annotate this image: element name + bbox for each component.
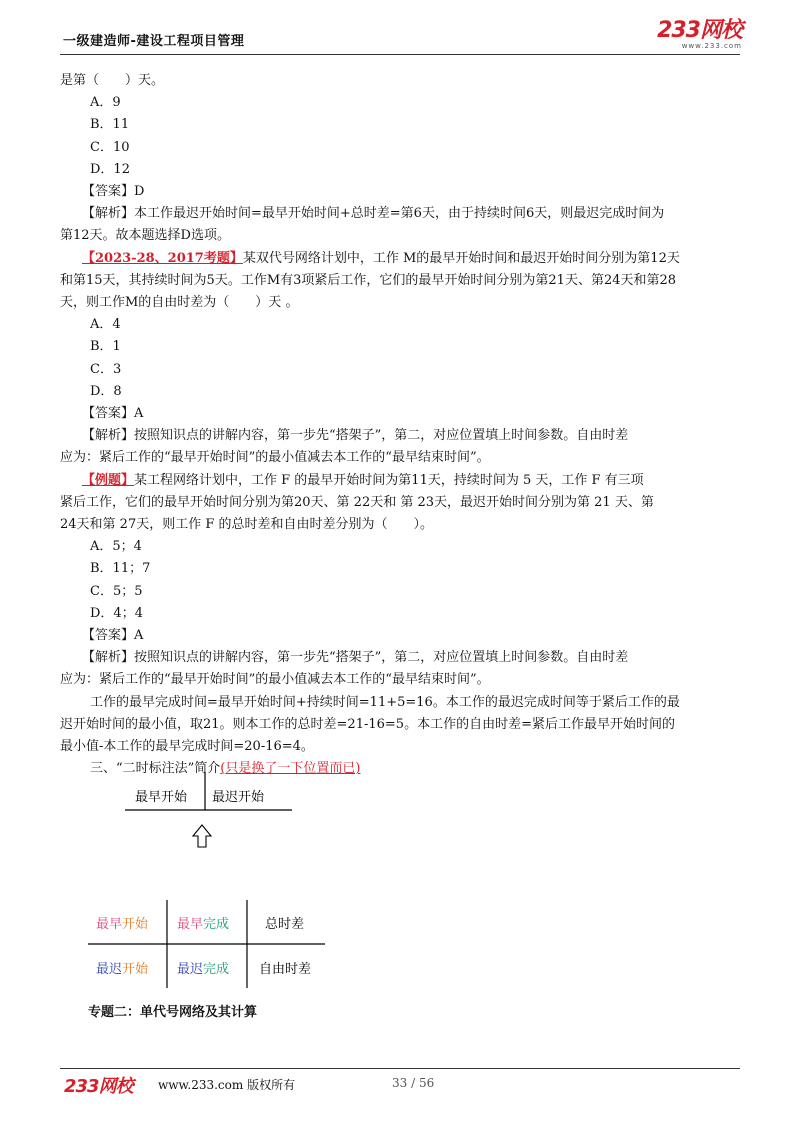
- q2-option-b: B．1: [90, 339, 121, 355]
- q1-stem-tail: 是第（ ）天。: [60, 73, 165, 88]
- q3-calc-line1: 工作的最早完成时间=最早开始时间+持续时间=11+5=16。本工作的最迟完成时间等于紧后工作的最: [90, 694, 680, 710]
- q1-option-d: D．12: [90, 161, 130, 177]
- header-divider: [60, 54, 740, 55]
- q3-stem-line1: [60, 470, 740, 492]
- page-content: [60, 70, 740, 781]
- footer-logo: 233网校: [64, 1076, 133, 1097]
- q1-answer: 【答案】D: [82, 184, 145, 200]
- page-number: 33 / 56: [392, 1076, 435, 1090]
- q2-analysis-line1: 【解析】按照知识点的讲解内容，第一步先“搭架子”，第二，对应位置填上时间参数。自由时差: [82, 428, 629, 444]
- q2-option-c: C．3: [90, 361, 122, 377]
- grid-latest-finish: 最迟完成: [177, 962, 230, 977]
- q3-stem-text: 某工程网络计划中，工作 F 的最早开始时间为第11天，持续时间为 5 天，工作 F 有三项: [134, 472, 644, 488]
- q2-exam-tag: 【2023-28、2017考题】: [82, 250, 243, 266]
- q2-option-a: A．4: [90, 317, 121, 333]
- time-parameter-grid: [88, 900, 325, 988]
- q1-option-a: A．9: [90, 95, 121, 111]
- q1-option-b: B．11: [90, 117, 130, 133]
- grid-total-float: 总时差: [265, 917, 305, 932]
- brand-logo-url: www.233.com: [681, 42, 742, 50]
- grid-latest-start: 最迟开始: [96, 962, 149, 977]
- footer-copyright: www.233.com 版权所有: [158, 1078, 296, 1092]
- q3-option-a: A．5；4: [90, 539, 142, 555]
- earliest-start-label: 最早开始: [135, 790, 188, 805]
- q2-option-d: D．8: [90, 383, 122, 399]
- q1-analysis-line1: 【解析】本工作最迟开始时间=最早开始时间+总时差=第6天，由于持续时间6天，则最迟完成时间为: [82, 206, 665, 222]
- q3-example-tag: 【例题】: [82, 472, 135, 488]
- q3-stem-line3: 24天和第 27天，则工作 F 的总时差和自由时差分别为（ ）。: [60, 517, 434, 533]
- q1-option-c: C．10: [90, 139, 130, 155]
- section3-heading-line: [60, 758, 740, 780]
- up-arrow-icon: [193, 825, 211, 847]
- brand-logo: [622, 20, 742, 50]
- latest-start-label: 最迟开始: [212, 790, 265, 805]
- q3-option-c: C．5；5: [90, 583, 143, 599]
- topic-two-heading: 专题二：单代号网络及其计算: [88, 1005, 258, 1020]
- brand-logo-mark: 233网校: [657, 18, 742, 43]
- q3-calc-line3: 最小值-本工作的最早完成时间=20-16=4。: [60, 739, 314, 755]
- grid-earliest-start: 最早开始: [96, 917, 149, 932]
- q2-answer: 【答案】A: [82, 406, 144, 422]
- q2-stem-line2: 和第15天，其持续时间为5天。工作M有3项紧后工作，它们的最早开始时间分别为第21天、第24天和第28: [60, 272, 677, 288]
- grid-earliest-finish: 最早完成: [177, 917, 230, 932]
- footer-divider: [60, 1068, 740, 1069]
- q3-analysis-line1: 【解析】按照知识点的讲解内容，第一步先“搭架子”，第二，对应位置填上时间参数。自由时差: [82, 650, 629, 666]
- q3-calc-line2: 迟开始时间的最小值，取21。则本工作的总时差=21-16=5。本工作的自由时差=紧后工作最早开始时间的: [60, 716, 675, 732]
- q2-stem-text: 某双代号网络计划中，工作 M的最早开始时间和最迟开始时间分别为第12天: [242, 250, 680, 266]
- q3-option-b: B．11；7: [90, 561, 151, 577]
- section3-heading: 三、“二时标注法”简介: [90, 761, 221, 777]
- q1-analysis-line2: 第12天。故本题选择D选项。: [60, 228, 230, 244]
- grid-free-float: 自由时差: [259, 962, 312, 977]
- q2-analysis-line2: 应为：紧后工作的“最早开始时间”的最小值减去本工作的“最早结束时间”。: [60, 450, 490, 466]
- q3-answer: 【答案】A: [82, 628, 144, 644]
- document-title: 一级建造师-建设工程项目管理: [63, 34, 245, 49]
- q3-analysis-line2: 应为：紧后工作的“最早开始时间”的最小值减去本工作的“最早结束时间”。: [60, 672, 490, 688]
- q3-stem-line2: 紧后工作，它们的最早开始时间分别为第20天、第 22天和 第 23天，最迟开始时间分别为第 21 天、第: [60, 494, 654, 510]
- q3-option-d: D．4；4: [90, 605, 143, 621]
- q2-stem-line3: 天，则工作M的自由时差为（ ）天 。: [60, 295, 299, 311]
- q2-stem-line1: [60, 248, 740, 270]
- section3-note: (只是换了一下位置而已): [220, 761, 361, 777]
